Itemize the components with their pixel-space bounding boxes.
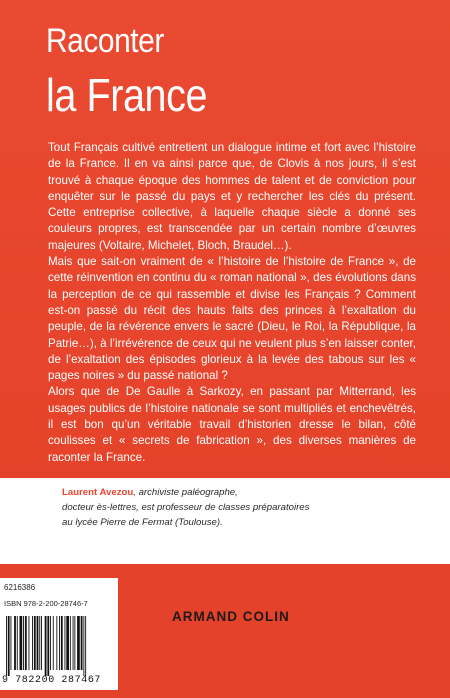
- internal-code: 6216386: [4, 583, 36, 592]
- author-school: au lycée Pierre de Fermat (Toulouse).: [62, 517, 223, 528]
- author-bio-box: [0, 478, 450, 564]
- blurb-paragraph-2: Mais que sait-on vraiment de « l’histoire de l’histoire de France », de cette réinvention en continu du « roman national », des évolutions dans la perception de ce qui rassemble et divise les Français ? Comment est-on passé du récit des hauts faits des princes à l’exaltation du peuple, de la révérence envers le sacré (Dieu, le Roi, la République, la Patrie…), à l’irrévérence de ceux qui ne veulent plus s’en laisser conter, de l’exaltation des épisodes glorieux à la levée des tabous sur les « pages noires » du passé national ?: [48, 255, 416, 383]
- publisher-logo: ARMAND COLIN: [172, 609, 290, 624]
- book-title-line2: la France: [46, 69, 208, 121]
- barcode-icon: [6, 616, 112, 676]
- author-name: Laurent Avezou: [62, 487, 134, 498]
- blurb: [48, 140, 416, 466]
- author-degree: docteur ès-lettres, est professeur de classes préparatoires: [62, 502, 310, 513]
- barcode-area: [0, 578, 118, 690]
- blurb-paragraph-1: Tout Français cultivé entretient un dialogue intime et fort avec l’histoire de la France. Il en va ainsi parce que, de Clovis à nos jours, il s’est trouvé à chaque époque des hommes de talent et de conviction pour enquêter sur le passé du pays et y rechercher les clés du présent. Cette entreprise collective, à laquelle chaque siècle a donné ses couleurs propres, est transcendée par un certain nombre d’œuvres majeures (Voltaire, Michelet, Bloch, Braudel…).: [48, 141, 416, 252]
- author-bio: [62, 485, 362, 530]
- blurb-paragraph-3: Alors que de De Gaulle à Sarkozy, en passant par Mitterrand, les usages publics de l’histoire nationale se sont multipliés et enchevêtrés, il est bon qu’un véritable travail d’historien dresse le bilan, côté coulisses et « secrets de fabrication », des diverses manières de raconter la France.: [48, 385, 416, 464]
- isbn: ISBN 978-2-200-28746-7: [4, 599, 88, 608]
- ean-number: 9 782200 287467: [2, 675, 102, 686]
- book-title-line1: Raconter: [46, 22, 164, 60]
- author-title: , archiviste paléographe,: [133, 487, 238, 498]
